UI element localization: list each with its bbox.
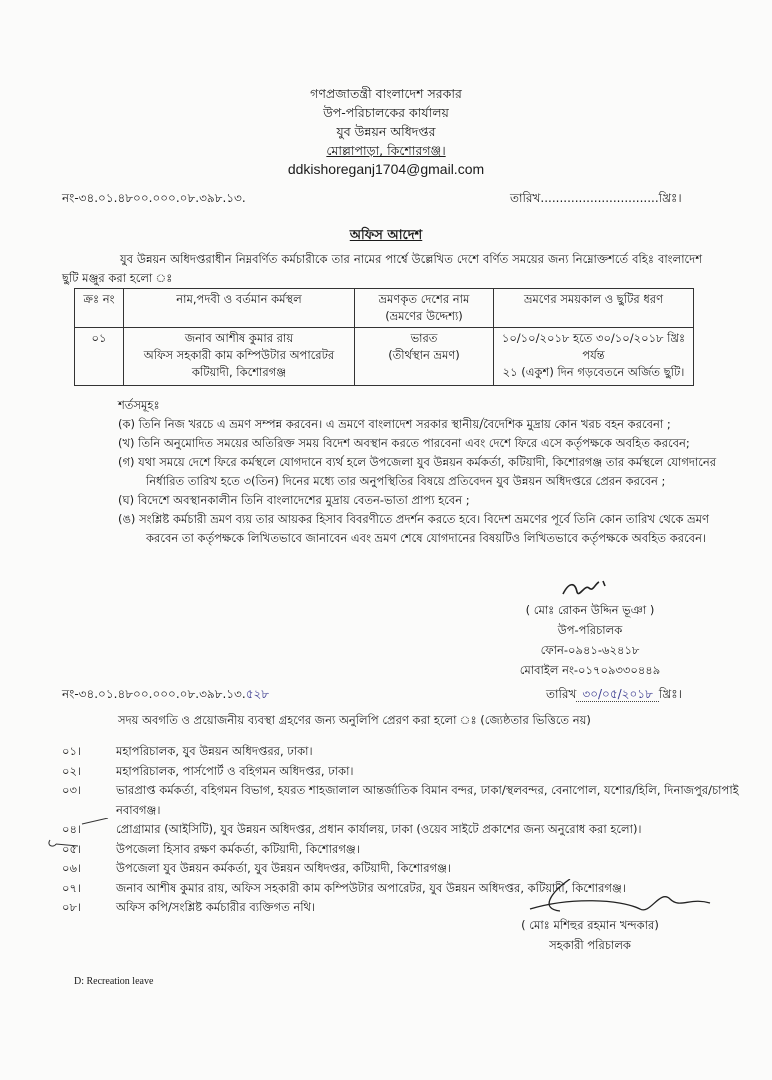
office-address: মোল্লাপাড়া, কিশোরগঞ্জ।	[326, 143, 446, 158]
condition-item: (ঙ) সংশ্লিষ্ট কর্মচারী ভ্রমণ ব্যয় তার আয়কর হিসাব বিবরণীতে প্রদর্শন করতে হবে। বিদেশ ভ্রমণের পূর্বে তিনি কোন তারিখ থেকে ভ্রমণ করবেন তা কর্তৃপক্ষকে লিখিতভাবে জানাবেন এবং ভ্রমণ শেষে যোগদানের বিষয়টিও লিখিতভাবে কর্তৃপক্ষকে অবহিত করবেন।	[118, 512, 709, 545]
signatory-name: ( মোঃ রোকন উদ্দিন ভূঞা )	[525, 603, 655, 617]
cell-serial: ০১	[75, 328, 124, 386]
cell-name	[124, 328, 355, 386]
condition-item: (গ) যথা সময়ে দেশে ফিরে কর্মস্থলে যোগদানে ব্যর্থ হলে উপজেলা যুব উন্নয়ন কর্মকর্তা, কটিয়াদী, কিশোরগঞ্জ তার কর্মস্থলে যোগদানের নির্ধারিত তারিখ হতে ৩(তিন) দিনের মধ্যে তার অনুপস্থিতির বিষয়ে প্রতিবেদন যুব উন্নয়ন অধিদপ্তরে প্রেরন করবেন ;	[118, 455, 717, 488]
list-item: ০৪। প্রোগ্রামার (আইসিটি), যুব উন্নয়ন অধিদপ্তর, প্রধান কার্যালয়, ঢাকা (ওয়েব সাইটে প্রকাশের জন্য অনুরোধ করা হলো)।	[62, 822, 642, 836]
list-item: ০৭। জনাব আশীষ কুমার রায়, অফিস সহকারী কাম কম্পিউটার অপারেটর, যুব উন্নয়ন অধিদপ্তর, কটিয়াদী, কিশোরগঞ্জ।	[62, 880, 626, 895]
col-period: ভ্রমণের সময়কাল ও ছুটির ধরণ	[494, 289, 694, 328]
country-name: ভারত	[410, 331, 438, 345]
cell-country	[355, 328, 494, 386]
memo-number: নং-৩৪.০১.৪৮০০.০০০.০৮.৩৯৮.১৩.	[62, 191, 246, 205]
memo-date: তারিখ...............................খ্রিঃ।	[510, 191, 682, 205]
letterhead	[0, 84, 772, 179]
handwritten-tick-icon	[44, 818, 114, 858]
list-item: ০৫। উপজেলা হিসাব রক্ষণ কর্মকর্তা, কটিয়াদী, কিশোরগঞ্জ।	[62, 841, 360, 856]
footnote: D: Recreation leave	[74, 976, 154, 987]
col-serial: ক্রঃ নং	[75, 289, 124, 328]
order-intro: যুব উন্নয়ন অধিদপ্তরাধীন নিম্নবর্ণিত কর্মচারীকে তার নামের পার্শ্বে উল্লেখিত দেশে বর্ণিত সময়ের জন্য নিম্নোক্তশর্তে বহিঃ বাংলাদেশ ছুটি মঞ্জুর করা হলো ঃ	[62, 252, 702, 285]
conditions-heading: শর্তসমূহঃ	[118, 398, 160, 412]
table-header-row	[75, 289, 694, 328]
col-name: নাম,পদবী ও বর্তমান কর্মস্থল	[124, 289, 355, 328]
travel-period: ১০/১০/২০১৮ হতে ৩০/১০/২০১৮ খ্রিঃ পর্যন্ত	[501, 331, 686, 362]
handwritten-date: ৩০/০৫/২০১৮	[576, 687, 658, 702]
signatory-designation: সহকারী পরিচালক	[549, 938, 631, 952]
govt-name: গণপ্রজাতন্ত্রী বাংলাদেশ সরকার	[310, 86, 462, 101]
travel-purpose: (তীর্থস্থান ভ্রমণ)	[388, 348, 460, 362]
department-name: যুব উন্নয়ন অধিদপ্তর	[336, 124, 436, 139]
signatory-mobile: মোবাইল নং-০১৭০৯৩৩০৪৪৯	[519, 663, 661, 677]
copy-memo-number: নং-৩৪.০১.৪৮০০.০০০.০৮.৩৯৮.১৩.৫২৮	[62, 687, 270, 701]
conditions-section	[118, 396, 738, 548]
document-title: অফিস আদেশ	[349, 228, 423, 243]
leave-type: ২১ (একুশ) দিন গড়বেতনে অর্জিত ছুটি।	[502, 365, 685, 379]
signatory-phone: ফোন-০৯৪১-৬২৪১৮	[540, 643, 640, 657]
signature-block-assistant-director	[470, 915, 710, 955]
employee-workplace: কটিয়াদী, কিশোরগঞ্জ	[191, 365, 287, 379]
copy-date: তারিখ ৩০/০৫/২০১৮ খ্রিঃ।	[546, 687, 682, 701]
employee-name: জনাব আশীষ কুমার রায়	[184, 331, 294, 345]
list-item: ০২। মহাপরিচালক, পার্সপোর্ট ও বহিগমন অধিদপ্তর, ঢাকা।	[62, 763, 354, 778]
handwritten-memo-suffix: ৫২৮	[245, 687, 270, 701]
condition-item: (ঘ) বিদেশে অবস্থানকালীন তিনি বাংলাদেশের মুদ্রায় বেতন-ভাতা প্রাপ্য হবেন ;	[118, 493, 470, 507]
signatory-name: ( মোঃ মশিহুর রহমান খন্দকার)	[521, 918, 659, 932]
signature-icon	[555, 578, 625, 600]
signature-block-deputy-director	[460, 578, 720, 680]
list-item: ০৮। অফিস কপি/সংশ্লিষ্ট কর্মচারীর ব্যক্তিগত নথি।	[62, 900, 316, 914]
signatory-designation: উপ-পরিচালক	[557, 623, 623, 637]
table-row	[75, 328, 694, 386]
office-name: উপ-পরিচালকের কার্যালয়	[323, 105, 449, 120]
list-item: ০৩। ভারপ্রাপ্ত কর্মকর্তা, বহিগমন বিভাগ, হযরত শাহজালাল আন্তর্জাতিক বিমান বন্দর, ঢাকা/স্থলবন্দর, বেনাপোল, যশোর/হিলি, দিনাজপুর/চাপাই নবাবগঞ্জ।	[62, 783, 739, 817]
list-item: ০৬। উপজেলা যুব উন্নয়ন কর্মকর্তা, যুব উন্নয়ন অধিদপ্তর, কটিয়াদী, কিশোরগঞ্জ।	[62, 861, 452, 875]
col-country: ভ্রমণকৃত দেশের নাম (ভ্রমণের উদ্দেশ্য)	[355, 289, 494, 328]
cell-period	[494, 328, 694, 386]
list-item: ০১। মহাপরিচালক, যুব উন্নয়ন অধিদপ্তরর, ঢাকা।	[62, 744, 313, 758]
leave-table	[74, 288, 694, 386]
condition-item: (ক) তিনি নিজ খরচে এ ভ্রমণ সম্পন্ন করবেন। এ ভ্রমণে বাংলাদেশ সরকার স্থানীয়/বৈদেশিক মুদ্রায় কোন খরচ বহন করবেনা ;	[118, 417, 671, 431]
condition-item: (খ) তিনি অনুমোদিত সময়ের অতিরিক্ত সময় বিদেশ অবস্থান করতে পারবেনা এবং দেশে ফিরে এসে কর্তৃপক্ষকে অবহিত করবেন;	[118, 436, 690, 450]
employee-designation: অফিস সহকারী কাম কম্পিউটার অপারেটর	[143, 348, 335, 362]
office-email: ddkishoreganj1704@gmail.com	[287, 161, 485, 177]
copy-intro: সদয় অবগতি ও প্রয়োজনীয় ব্যবস্থা গ্রহণের জন্য অনুলিপি প্রেরণ করা হলো ঃ (জ্যেষ্ঠতার ভিত্তিতে নয়)	[118, 713, 591, 727]
